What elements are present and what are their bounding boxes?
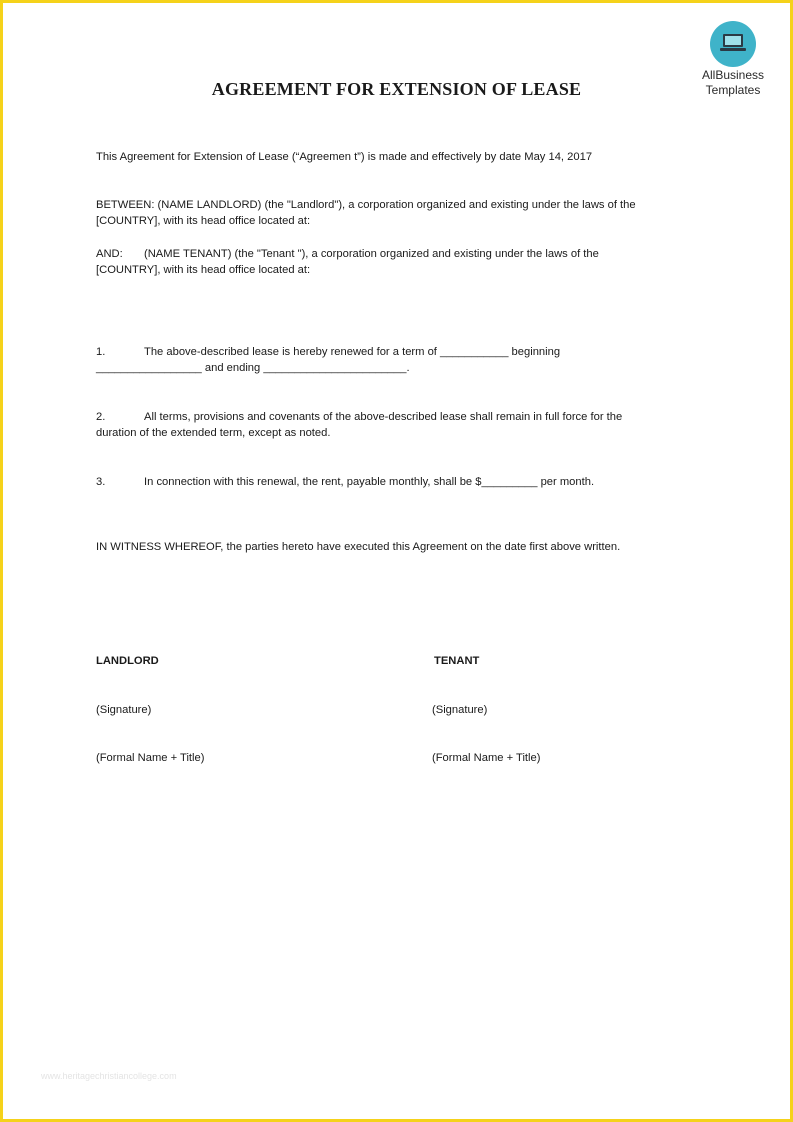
intro-paragraph: This Agreement for Extension of Lease (“Agreemen t”) is made and effectively by date May 14, 2017 (96, 151, 593, 163)
clause-2-line-2: duration of the extended term, except as noted. (96, 427, 331, 439)
clause-2-text: All terms, provisions and covenants of the above-described lease shall remain in full force for the (144, 411, 623, 423)
and-label: AND: (96, 248, 123, 260)
document-page (3, 3, 790, 1119)
clause-1-number: 1. (96, 346, 106, 358)
clause-2-number: 2. (96, 411, 106, 423)
and-line-1 (96, 246, 686, 262)
clause-3-number: 3. (96, 476, 106, 488)
tenant-signature: (Signature) (432, 704, 488, 716)
clause-1-text: The above-described lease is hereby renewed for a term of ___________ beginning (144, 346, 561, 358)
landlord-formal-name: (Formal Name + Title) (96, 752, 205, 764)
landlord-heading: LANDLORD (96, 655, 159, 667)
and-text: (NAME TENANT) (the "Tenant "), a corporation organized and existing under the laws of the (144, 248, 599, 260)
watermark-text: www.heritagechristiancollege.com (41, 1071, 177, 1081)
logo-text-line2: Templates (705, 83, 761, 97)
tenant-heading: TENANT (434, 655, 480, 667)
clause-1-line-1 (96, 344, 686, 360)
tenant-formal-name: (Formal Name + Title) (432, 752, 541, 764)
between-line-1: BETWEEN: (NAME LANDLORD) (the "Landlord"), a corporation organized and existing under the laws of the (96, 199, 636, 211)
witness-paragraph: IN WITNESS WHEREOF, the parties hereto have executed this Agreement on the date first above written. (96, 541, 621, 553)
clause-3-line-1 (96, 474, 686, 490)
between-line-2: [COUNTRY], with its head office located at: (96, 215, 311, 227)
clause-2-line-1 (96, 409, 686, 425)
logo-text-line1: AllBusiness (701, 68, 765, 82)
logo-badge (710, 21, 756, 67)
laptop-icon (719, 32, 747, 54)
clause-3-text: In connection with this renewal, the rent, payable monthly, shall be $_________ per month. (144, 476, 595, 488)
document-title: AGREEMENT FOR EXTENSION OF LEASE (211, 79, 582, 99)
landlord-signature: (Signature) (96, 704, 152, 716)
clause-1-line-2: _________________ and ending _______________________. (96, 362, 410, 374)
and-line-2: [COUNTRY], with its head office located at: (96, 264, 311, 276)
